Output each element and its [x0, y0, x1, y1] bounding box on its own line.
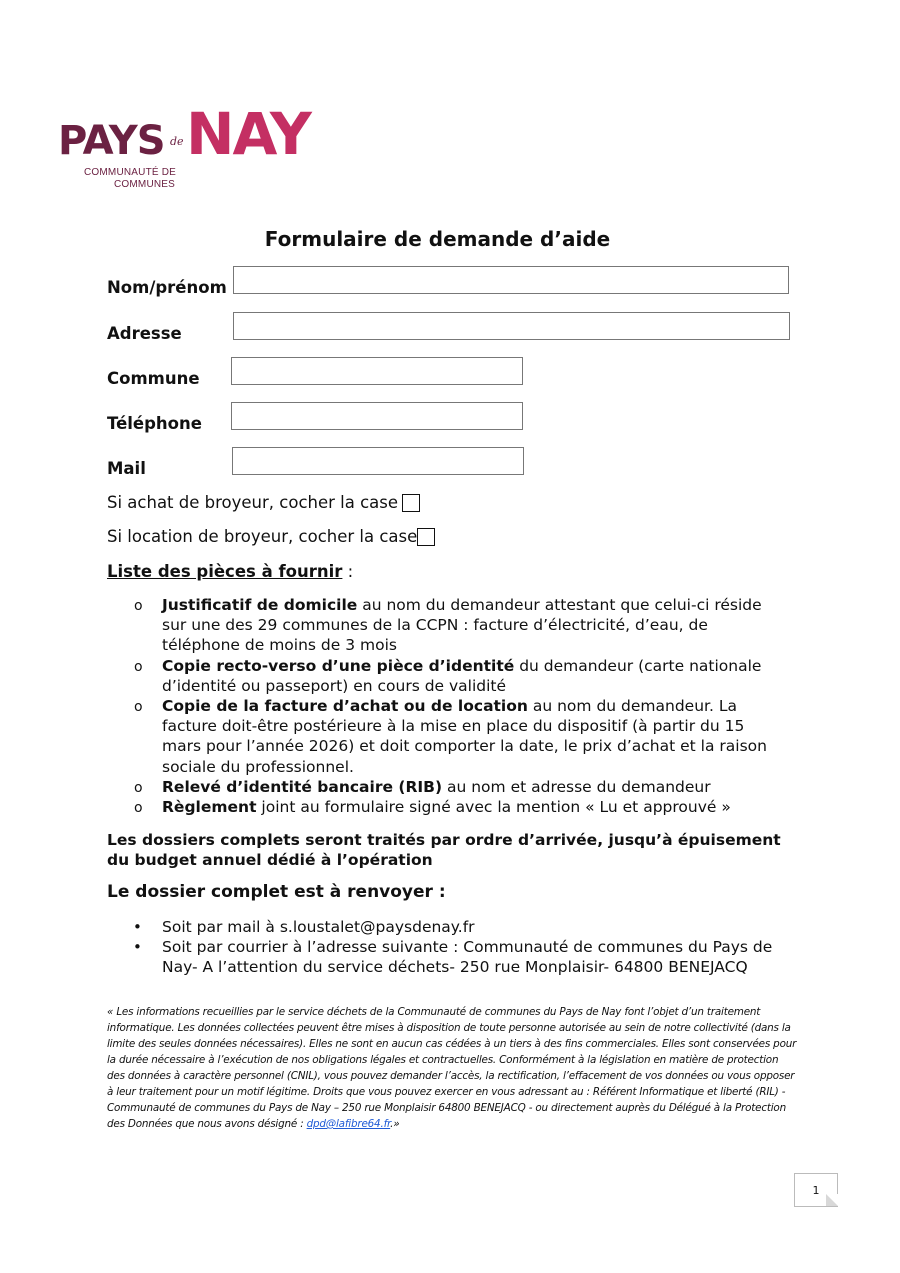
circle-bullet-icon: o	[134, 779, 143, 796]
logo-nay-text: NAY	[186, 100, 310, 168]
logo-subtitle-line1: COMMUNAUTÉ DE	[84, 167, 177, 178]
pieces-heading-suffix: :	[342, 562, 354, 581]
adresse-label: Adresse	[107, 324, 182, 343]
achat-checkbox[interactable]	[402, 494, 420, 512]
processing-note: Les dossiers complets seront traités par ordre d’arrivée, jusqu’à épuisement du budget annuel dédié à l’opération	[107, 831, 781, 869]
pieces-list	[107, 595, 787, 817]
commune-field[interactable]	[231, 357, 523, 385]
list-item	[107, 937, 797, 977]
location-checkbox[interactable]	[417, 528, 435, 546]
pieces-heading	[107, 562, 353, 581]
circle-bullet-icon: o	[134, 658, 143, 675]
page-number-text: 1	[812, 1183, 820, 1197]
circle-bullet-icon: o	[134, 598, 143, 614]
list-item-text: au nom du demandeur. La facture doit-être postérieure à la mise en place du dispositif (à partir du 15 mars pour l’année 2026) et doit comporter la date, le prix d’achat et la raison sociale du professionnel.	[162, 697, 767, 776]
circle-bullet-icon: o	[134, 800, 143, 817]
list-item-bold: Copie de la facture d’achat ou de location	[162, 697, 528, 716]
circle-bullet-icon: o	[134, 699, 143, 716]
logo	[58, 100, 310, 197]
logo-subtitle-line2: COMMUNES	[114, 179, 176, 190]
logo-pays-text: PAYS	[58, 118, 165, 164]
nom-label: Nom/prénom	[107, 278, 227, 297]
location-label: Si location de broyeur, cocher la case	[107, 527, 418, 546]
list-item-text: Soit par mail à s.loustalet@paysdenay.fr	[162, 918, 475, 936]
list-item	[107, 595, 787, 656]
adresse-field[interactable]	[233, 312, 790, 340]
list-item	[107, 696, 787, 777]
list-item-bold: Justificatif de domicile	[162, 596, 358, 614]
list-item-bold: Règlement	[162, 798, 257, 817]
bullet-icon: •	[133, 938, 142, 957]
logo-de-text: de	[170, 135, 184, 148]
commune-label: Commune	[107, 369, 200, 388]
list-item-bold: Copie recto-verso d’une pièce d’identité	[162, 656, 515, 675]
privacy-end: .»	[390, 1118, 400, 1130]
list-item-text: au nom du demandeur attestant que celui-ci réside sur une des 29 communes de la CCPN : facture d’électricité, d’eau, de téléphone de moins de 3 mois	[162, 596, 762, 655]
list-item-text: au nom et adresse du demandeur	[442, 777, 711, 796]
achat-row	[107, 493, 420, 512]
list-item-text: joint au formulaire signé avec la mention « Lu et approuvé »	[256, 798, 731, 817]
list-item	[107, 777, 787, 797]
pieces-heading-text: Liste des pièces à fournir	[107, 562, 343, 581]
privacy-text: « Les informations recueillies par le service déchets de la Communauté de communes du Pays de Nay font l’objet d’un traitement informatique. Les données collectées peuvent être mises à disposition de toute personne autorisée au sein de notre collectivité (dans la limite des seules données nécessaires). Elles ne sont en aucun cas cédées à un tiers à des fins commerciales. Elles sont conservées pour la durée nécessaire à l’exécution de nos obligations légales et contractuelles. Conformément à la législation en matière de protection des données à caractère personnel (CNIL), vous pouvez demander l’accès, la rectification, l’effacement de vos données ou vous opposer à leur traitement pour un motif légitime. Droits que vous pouvez exercer en vous adressant au : Référent Informatique et liberté (RIL) - Communauté de communes du Pays de Nay – 250 rue Monplaisir 64800 BENEJACQ - ou directement auprès du Délégué à la Protection des Données que nous avons désigné :	[107, 1006, 797, 1130]
telephone-field[interactable]	[231, 402, 523, 430]
page-title: Formulaire de demande d’aide	[264, 227, 611, 251]
mail-field[interactable]	[232, 447, 524, 475]
privacy-notice	[107, 1004, 797, 1132]
renvoyer-list	[107, 917, 797, 978]
list-item-text: du demandeur (carte nationale d’identité ou passeport) en cours de validité	[162, 656, 762, 695]
location-row	[107, 527, 435, 546]
bullet-icon: •	[133, 918, 142, 936]
achat-label: Si achat de broyeur, cocher la case	[107, 493, 399, 512]
renvoyer-heading: Le dossier complet est à renvoyer :	[107, 882, 446, 902]
list-item-text: Soit par courrier à l’adresse suivante : Communauté de communes du Pays de Nay- A l’attention du service déchets- 250 rue Monplaisir- 64800 BENEJACQ	[162, 938, 773, 977]
list-item	[107, 797, 787, 817]
telephone-label: Téléphone	[107, 414, 202, 433]
dpd-email-link[interactable]: dpd@lafibre64.fr	[306, 1118, 391, 1130]
list-item	[107, 656, 787, 696]
list-item	[107, 917, 797, 937]
list-item-bold: Relevé d’identité bancaire (RIB)	[162, 777, 443, 796]
nom-field[interactable]	[233, 266, 789, 294]
page-corner-fold	[826, 1194, 838, 1206]
mail-label: Mail	[107, 459, 146, 478]
